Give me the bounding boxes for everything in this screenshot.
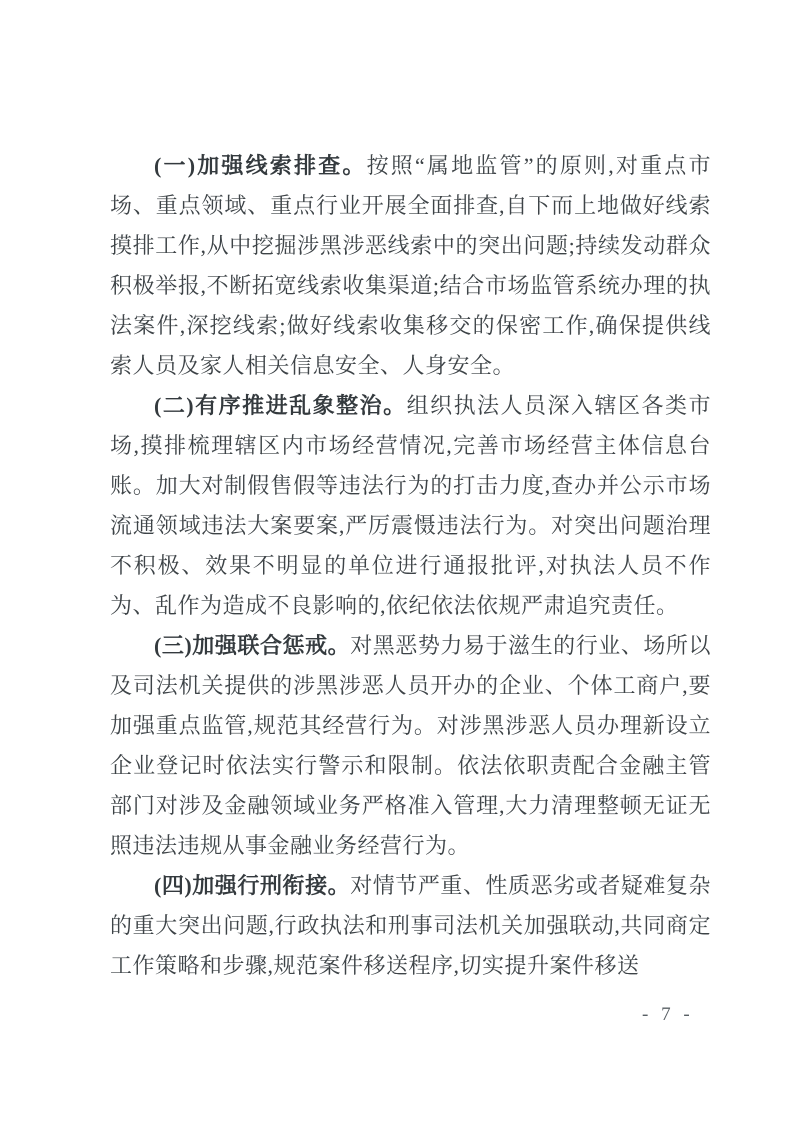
paragraph: [110, 146, 711, 386]
paragraph-heading: (三)加强联合惩戒。: [154, 633, 351, 658]
paragraph-body: 对黑恶势力易于滋生的行业、场所以及司法机关提供的涉黑涉恶人员开办的企业、个体工商户,要加强重点监管,规范其经营行为。对涉黑涉恶人员办理新设立企业登记时依法实行警示和限制。依法依职责配合金融主管部门对涉及金融领域业务严格准入管理,大力清理整顿无证无照违法违规从事金融业务经营行为。: [110, 633, 711, 858]
paragraph-heading: (一)加强线索排查。: [154, 153, 367, 178]
page-number: - 7 -: [642, 1004, 694, 1025]
paragraph-body: 按照“属地监管”的原则,对重点市场、重点领域、重点行业开展全面排查,自下而上地做好线索摸排工作,从中挖掘涉黑涉恶线索中的突出问题;持续发动群众积极举报,不断拓宽线索收集渠道;结合市场监管系统办理的执法案件,深挖线索;做好线索收集移交的保密工作,确保提供线索人员及家人相关信息安全、人身安全。: [110, 153, 711, 378]
paragraph: [110, 866, 711, 986]
paragraph-body: 对情节严重、性质恶劣或者疑难复杂的重大突出问题,行政执法和刑事司法机关加强联动,共同商定工作策略和步骤,规范案件移送程序,切实提升案件移送: [110, 873, 711, 978]
paragraph-heading: (四)加强行刑衔接。: [154, 873, 351, 898]
paragraph: [110, 626, 711, 866]
paragraph: [110, 386, 711, 626]
paragraph-body: 组织执法人员深入辖区各类市场,摸排梳理辖区内市场经营情况,完善市场经营主体信息台账。加大对制假售假等违法行为的打击力度,查办并公示市场流通领域违法大案要案,严厉震慑违法行为。对突出问题治理不积极、效果不明显的单位进行通报批评,对执法人员不作为、乱作为造成不良影响的,依纪依法依规严肃追究责任。: [110, 393, 711, 618]
document-body: [110, 146, 711, 986]
paragraph-heading: (二)有序推进乱象整治。: [154, 393, 407, 418]
